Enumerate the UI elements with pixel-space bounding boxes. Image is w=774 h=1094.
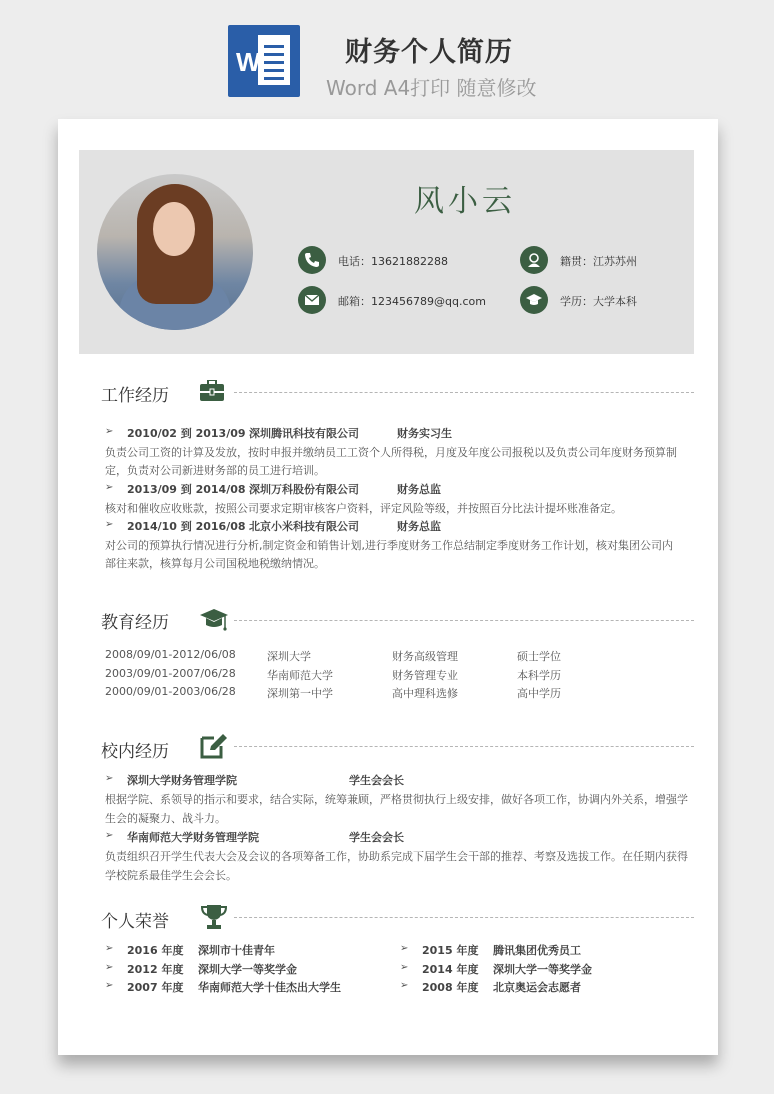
job-company: 深圳万科股份有限公司 — [249, 483, 359, 496]
divider — [234, 917, 694, 918]
job-period: 2010/02 到 2013/09 — [127, 427, 246, 440]
job-desc-line: 定，负责对公司新进财务部的员工进行培训。 — [105, 464, 325, 477]
job-role: 财务总监 — [397, 483, 441, 496]
word-icon: W — [228, 25, 300, 97]
divider — [234, 746, 694, 747]
banner-subtitle: Word A4打印 随意修改 — [326, 76, 537, 100]
job-company: 北京小米科技有限公司 — [249, 520, 359, 533]
work-section-title: 工作经历 — [101, 386, 169, 406]
campus-section-title: 校内经历 — [101, 742, 169, 762]
job-role: 财务实习生 — [397, 427, 452, 440]
job-period: 2014/10 到 2016/08 — [127, 520, 246, 533]
job-company: 深圳腾讯科技有限公司 — [249, 427, 359, 440]
resume-page: 风小云 电话：13621882288 籍贯：江苏苏州 邮箱：123456789@qq.com 学历：大学本科 工作经历 ➢ 2010/02 到 2013/09 深圳腾讯科技有限公司 财务实习生 负责公司工资的计算及发放，按时申报并缴纳员工工资个人所得税，月度及年度公司报税以及负责公司年度财务预算制 定，负责对公司新进财务部的员工进行培训。 ➢ 2013/09 到 2014/08 深圳万科股份有限公司 财务总监 核对和催收应收账款，按照公司要求定期审核客户资料，评定风险等级，并按照百分比法计提坏账准备定。 ➢ 2014/10 到 2016/08 北京小米科技有限公司 财务总监 对公司的预算执行情况进行分析,制定资金和销售计划,进行季度财务工作总结制定季度财务工作计划，核对集团公司内 部往来款，核算每月公司国税地税缴纳情况。 教育经历 2008/09/01-2012/06/08 深圳大学 财务高级管理 硕士学位 2003/09/01-2007/06/28 华南师范大学 财务管理专业 本科学历 2000/09/01-2003/06/28 深圳第一中学 高中理科选修 高中学历 校内经历 ➢ 深圳大学财务管理学院 学生会会长 根据学院、系领导的指示和要求，结合实际，统筹兼顾，严格贯彻执行上级安排，做好各项工作，协调内外关系，增强学 生会的凝聚力、战斗力。 ➢ 华南师范大学财务管理学院 学生会会长 负责组织召开学生代表大会及会议的各项筹备工作，协助系完成下届学生会干部的推荐、考察及选拔工作。在任期内获得 学校院系最佳学生会会长。 个人荣誉 ➢ 2016 年度 深圳市十佳青年 ➢ 2012 年度 深圳大学一等奖学金 ➢ 2007 年度 华南师范大学十佳杰出大学生 ➢ 2015 年度 腾讯集团优秀员工 ➢ 2014 年度 深圳大学一等奖学金 ➢ 2008 年度 北京奥运会志愿者 — [58, 119, 718, 1055]
campus-role: 学生会会长 — [349, 831, 404, 844]
divider — [234, 392, 694, 393]
graduation-cap-icon — [200, 608, 228, 636]
education-section-title: 教育经历 — [101, 613, 169, 633]
campus-org: 深圳大学财务管理学院 — [127, 774, 237, 787]
profile-header: 风小云 电话：13621882288 籍贯：江苏苏州 邮箱：123456789@qq.com 学历：大学本科 — [79, 150, 694, 354]
job-desc-line: 对公司的预算执行情况进行分析,制定资金和销售计划,进行季度财务工作总结制定季度财务工作计划，核对集团公司内 — [105, 539, 673, 552]
job-desc-line: 核对和催收应收账款，按照公司要求定期审核客户资料，评定风险等级，并按照百分比法计提坏账准备定。 — [105, 502, 622, 515]
job-desc-line: 负责公司工资的计算及发放，按时申报并缴纳员工工资个人所得税，月度及年度公司报税以及负责公司年度财务预算制 — [105, 446, 677, 459]
top-banner — [0, 0, 774, 110]
avatar — [97, 174, 253, 330]
briefcase-icon — [200, 380, 224, 405]
graduation-cap-icon — [520, 286, 548, 314]
divider — [234, 620, 694, 621]
person-name: 风小云 — [414, 184, 516, 219]
mail-icon — [298, 286, 326, 314]
phone-icon — [298, 246, 326, 274]
campus-role: 学生会会长 — [349, 774, 404, 787]
banner-title: 财务个人简历 — [345, 37, 513, 68]
user-icon — [520, 246, 548, 274]
job-role: 财务总监 — [397, 520, 441, 533]
honors-section-title: 个人荣誉 — [101, 912, 169, 932]
campus-org: 华南师范大学财务管理学院 — [127, 831, 259, 844]
edit-icon — [200, 733, 228, 763]
job-period: 2013/09 到 2014/08 — [127, 483, 246, 496]
trophy-icon — [201, 904, 227, 934]
job-desc-line: 部往来款，核算每月公司国税地税缴纳情况。 — [105, 557, 325, 570]
